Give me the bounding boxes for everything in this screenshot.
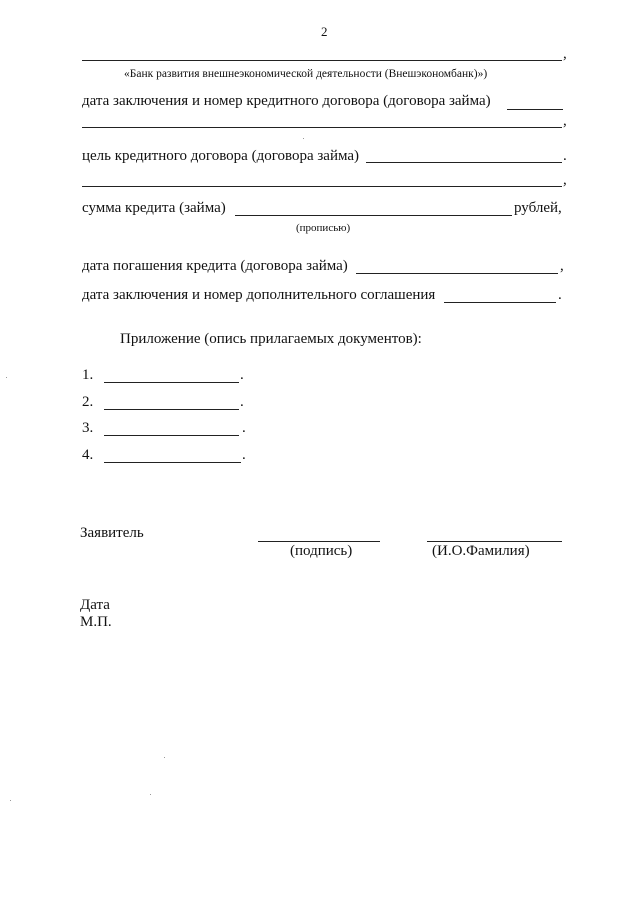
period-mark: . — [558, 287, 562, 303]
amount-label: сумма кредита (займа) — [82, 200, 226, 216]
signature-caption: (подпись) — [290, 543, 353, 559]
contract-date-number-field-continued[interactable] — [82, 127, 562, 128]
purpose-field[interactable] — [366, 162, 562, 163]
comma-mark: , — [563, 46, 567, 62]
name-caption: (И.О.Фамилия) — [432, 543, 530, 559]
in-words-caption: (прописью) — [296, 222, 351, 234]
signature-field[interactable] — [258, 541, 380, 542]
period-mark: . — [240, 394, 244, 410]
contract-date-number-label: дата заключения и номер кредитного договора (договора займа) — [82, 93, 491, 109]
amount-field[interactable] — [235, 215, 512, 216]
period-mark: . — [242, 420, 246, 436]
currency-label: рублей, — [514, 200, 562, 216]
attachment-item-number: 4. — [82, 447, 94, 463]
supplement-field[interactable] — [444, 302, 556, 303]
period-mark: . — [563, 148, 567, 164]
attachment-item-field[interactable] — [104, 462, 241, 463]
period-mark: . — [242, 447, 246, 463]
attachment-item-number: 2. — [82, 394, 94, 410]
attachment-item-number: 1. — [82, 367, 94, 383]
name-field[interactable] — [427, 541, 562, 542]
scan-speck — [150, 794, 151, 795]
seal-label: М.П. — [80, 614, 112, 630]
purpose-field-continued[interactable] — [82, 186, 562, 187]
scan-speck — [10, 800, 11, 801]
attachment-item-number: 3. — [82, 420, 94, 436]
scan-speck — [303, 138, 304, 139]
applicant-label: Заявитель — [80, 525, 144, 541]
bank-name-caption: «Банк развития внешнеэкономической деятельности (Внешэкономбанк)») — [124, 68, 488, 80]
date-label: Дата — [80, 597, 110, 613]
supplement-label: дата заключения и номер дополнительного соглашения — [82, 287, 436, 303]
period-mark: . — [240, 367, 244, 383]
comma-mark: , — [563, 172, 567, 188]
comma-mark: , — [560, 258, 564, 274]
repayment-date-field[interactable] — [356, 273, 558, 274]
attachments-heading: Приложение (опись прилагаемых документов): — [120, 331, 422, 347]
contract-date-number-field[interactable] — [507, 109, 563, 110]
repayment-date-label: дата погашения кредита (договора займа) — [82, 258, 348, 274]
purpose-label: цель кредитного договора (договора займа) — [82, 148, 360, 164]
page-number: 2 — [321, 24, 328, 39]
scan-speck — [6, 377, 7, 378]
bank-name-blank-line[interactable] — [82, 60, 562, 61]
scan-speck — [164, 757, 165, 758]
comma-mark: , — [563, 113, 567, 129]
attachment-item-field[interactable] — [104, 435, 239, 436]
attachment-item-field[interactable] — [104, 382, 239, 383]
attachment-item-field[interactable] — [104, 409, 239, 410]
